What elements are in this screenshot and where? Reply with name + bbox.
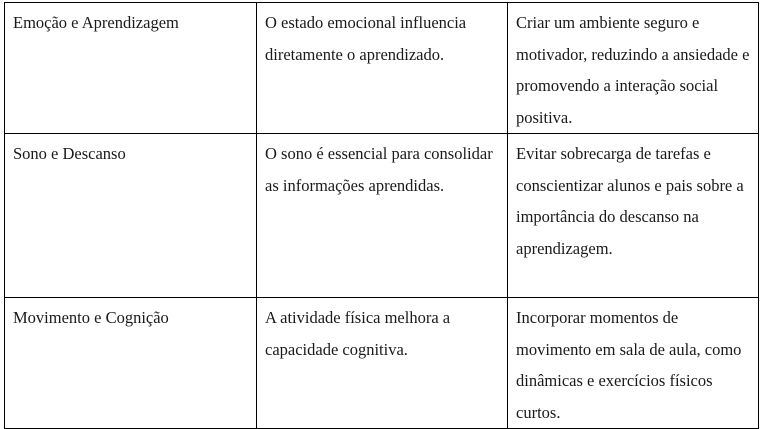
theme-cell: Sono e Descanso xyxy=(5,134,257,298)
strategy-cell: Criar um ambiente seguro e motivador, reduzindo a ansiedade e promovendo a interação social positiva. xyxy=(508,3,759,134)
table-row xyxy=(5,134,759,298)
theme-cell: Movimento e Cognição xyxy=(5,298,257,429)
theme-cell: Emoção e Aprendizagem xyxy=(5,3,257,134)
neuroeducation-table xyxy=(4,2,759,429)
description-cell: O estado emocional influencia diretamente o aprendizado. xyxy=(257,3,508,134)
table-row xyxy=(5,3,759,134)
table-row xyxy=(5,298,759,429)
description-cell: A atividade física melhora a capacidade cognitiva. xyxy=(257,298,508,429)
strategy-cell: Incorporar momentos de movimento em sala de aula, como dinâmicas e exercícios físicos curtos. xyxy=(508,298,759,429)
strategy-cell: Evitar sobrecarga de tarefas e conscientizar alunos e pais sobre a importância do descanso na aprendizagem. xyxy=(508,134,759,298)
description-cell: O sono é essencial para consolidar as informações aprendidas. xyxy=(257,134,508,298)
